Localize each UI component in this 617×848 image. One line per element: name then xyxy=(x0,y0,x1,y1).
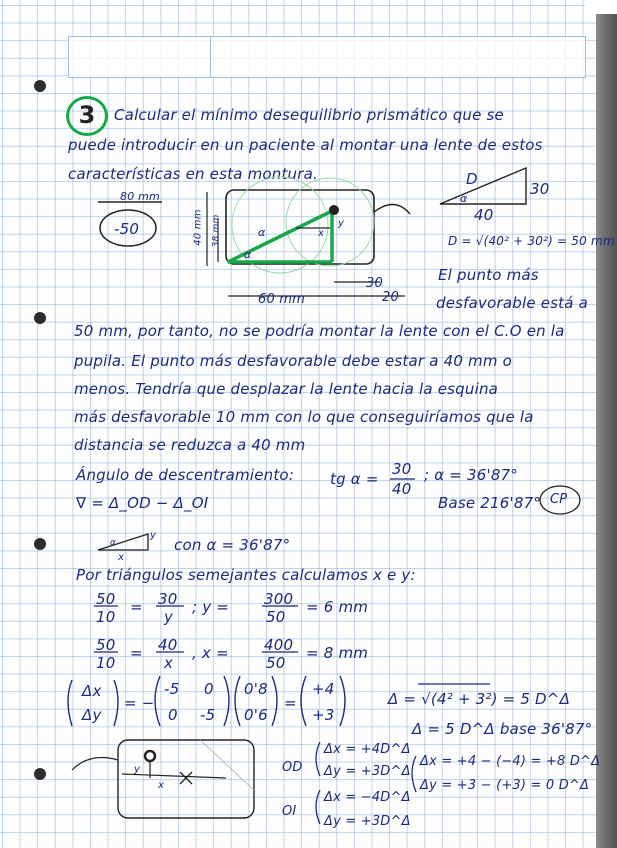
height-inner-label: 38 mm xyxy=(211,214,222,248)
angle-label: Ángulo de descentramiento: xyxy=(76,466,295,484)
angle-base: Base 216'87° xyxy=(438,494,542,512)
figure-x: x xyxy=(318,228,325,239)
cp-note: CP xyxy=(550,492,568,507)
eq1-c-num: 300 xyxy=(264,590,294,608)
eq2-c-num: 400 xyxy=(264,636,294,654)
eq1-b-den: y xyxy=(164,608,174,626)
final-oi-label: OI xyxy=(282,804,297,819)
eq1-sep: ; y = xyxy=(192,598,230,616)
dim-20-label: 20 xyxy=(382,290,399,305)
explanation-2: desfavorable está a xyxy=(436,294,589,312)
matrix-m11: -5 xyxy=(164,680,180,698)
angle-alpha-val: ; α = 36'87° xyxy=(424,466,519,484)
small-triangle xyxy=(98,534,148,550)
matrix-m21: 0 xyxy=(168,706,178,724)
sketch-dot xyxy=(145,751,155,761)
matrix-lhs-y: Δy xyxy=(82,706,102,724)
matrix-r1: +4 xyxy=(312,680,335,698)
final-res-x: Δx = +4 − (−4) = +8 D^Δ xyxy=(420,754,601,769)
figure-alpha-2: α xyxy=(244,248,252,261)
final-oi-y: Δy = +3D^Δ xyxy=(324,814,411,829)
lens-power-label: -50 xyxy=(114,220,140,238)
triangle-alpha: α xyxy=(460,192,468,205)
prism-with-alpha: con α = 36'87° xyxy=(174,536,291,554)
explanation-7: distancia se reduzca a 40 mm xyxy=(74,436,306,454)
matrix-r2: +3 xyxy=(312,706,335,724)
matrix-m22: -5 xyxy=(200,706,216,724)
intro-line-3: características en esta montura. xyxy=(68,165,318,183)
prism-tri-alpha: α xyxy=(110,538,117,548)
eq1-a-den: 10 xyxy=(96,608,116,626)
explanation-4: pupila. El punto más desfavorable debe estar a 40 mm o xyxy=(74,352,513,370)
optical-center-dot xyxy=(329,205,339,215)
final-res-y: Δy = +3 − (+3) = 0 D^Δ xyxy=(420,778,590,793)
explanation-3: 50 mm, por tanto, no se podría montar la lente con el C.O en la xyxy=(74,322,565,340)
eq2-a-den: 10 xyxy=(96,654,116,672)
final-od-label: OD xyxy=(282,760,303,775)
height-outer-label: 40 mm xyxy=(192,209,204,246)
triangle-side: 30 xyxy=(530,180,550,198)
eq2-a-num: 50 xyxy=(96,636,116,654)
sketch-x: x xyxy=(158,780,165,791)
dim-60-label: 60 mm xyxy=(258,292,306,307)
prism-tri-y: y xyxy=(150,530,157,541)
angle-tg-num: 30 xyxy=(392,460,412,478)
eq1-b-num: 30 xyxy=(158,590,178,608)
lens-size-label: 80 mm xyxy=(120,190,160,203)
matrix-v1: 0'8 xyxy=(244,680,268,698)
sketch-frame xyxy=(118,740,254,818)
matrix-eq2: = xyxy=(284,694,297,712)
problem-number: 3 xyxy=(78,101,96,129)
eq1-a-num: 50 xyxy=(96,590,116,608)
explanation-5: menos. Tendría que desplazar la lente hacia la esquina xyxy=(74,380,499,398)
eq2-sep: , x = xyxy=(192,644,229,662)
prism-tri-x: x xyxy=(118,552,125,563)
angle-tg: tg α = xyxy=(330,470,379,488)
explanation-1: El punto más xyxy=(438,266,539,284)
intro-line-1: Calcular el mínimo desequilibrio prismático que se xyxy=(114,106,504,124)
right-triangle xyxy=(440,168,526,204)
eq2-equals: = xyxy=(130,644,143,662)
eq2-b-num: 40 xyxy=(158,636,178,654)
prism-formula: ∇ = Δ_OD − Δ_OI xyxy=(76,494,209,512)
triangle-formula: D = √(40² + 30²) = 50 mm xyxy=(448,234,615,248)
eq1-equals: = xyxy=(130,598,143,616)
lens-circle-2 xyxy=(286,178,374,266)
eq1-c-den: 50 xyxy=(266,608,286,626)
triangle-hyp: D xyxy=(466,170,478,188)
matrix-norm2: Δ = 5 D^Δ base 36'87° xyxy=(412,720,593,738)
matrix-m12: 0 xyxy=(204,680,214,698)
final-od-x: Δx = +4D^Δ xyxy=(324,742,411,757)
matrix-lhs-x: Δx xyxy=(82,682,102,700)
matrix-norm: Δ = √(4² + 3²) = 5 D^Δ xyxy=(388,690,571,708)
eq2-result: = 8 mm xyxy=(306,644,369,662)
sketch-y: y xyxy=(134,764,141,775)
angle-tg-den: 40 xyxy=(392,480,412,498)
final-oi-x: Δx = −4D^Δ xyxy=(324,790,411,805)
intro-line-2: puede introducir en un paciente al montar una lente de estos xyxy=(68,136,543,154)
explanation-6: más desfavorable 10 mm con lo que conseguiríamos que la xyxy=(74,408,534,426)
eq1-result: = 6 mm xyxy=(306,598,369,616)
dim-30-label: 30 xyxy=(366,276,383,291)
eq2-c-den: 50 xyxy=(266,654,286,672)
final-od-y: Δy = +3D^Δ xyxy=(324,764,411,779)
triangle-base: 40 xyxy=(474,206,494,224)
matrix-eq: = − xyxy=(124,694,155,712)
temple-curve xyxy=(374,204,410,214)
similar-heading: Por triángulos semejantes calculamos x e y: xyxy=(76,566,416,584)
eq2-b-den: x xyxy=(164,654,174,672)
figure-y: y xyxy=(338,218,345,229)
matrix-v2: 0'6 xyxy=(244,706,268,724)
figure-alpha-1: α xyxy=(258,226,266,239)
